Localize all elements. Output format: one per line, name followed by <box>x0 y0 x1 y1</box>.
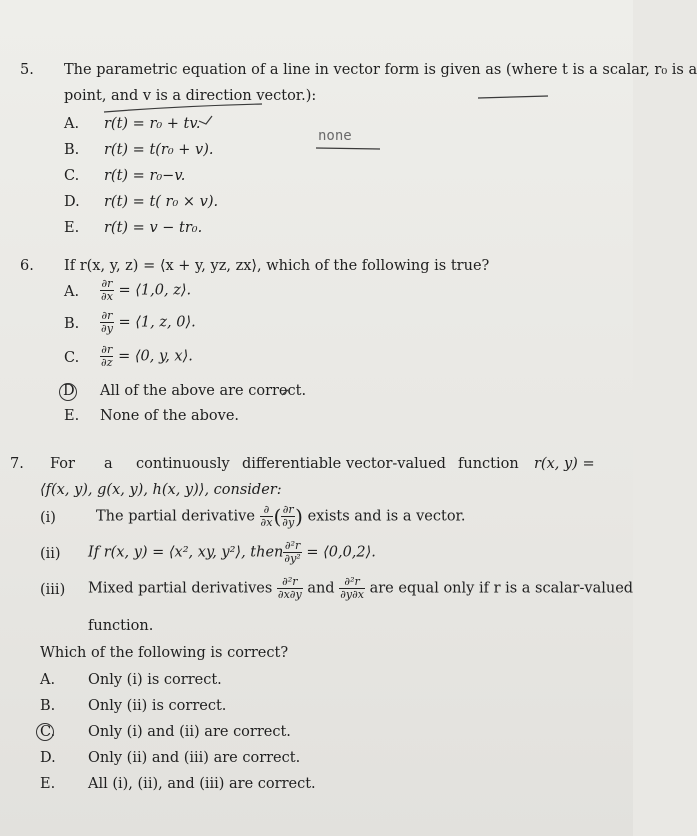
q6-option-e-letter[interactable]: E. <box>64 408 80 424</box>
q5-option-c-text: r(t) = r₀−v. <box>104 168 186 184</box>
underline-scalar <box>478 96 548 98</box>
q5-option-c-letter[interactable]: C. <box>64 168 80 184</box>
q7-word-vector-valued: vector-valued <box>346 456 446 472</box>
q5-number: 5. <box>20 62 34 78</box>
q7-option-e-text: All (i), (ii), and (iii) are correct. <box>88 776 316 792</box>
q7-statement-iii-label: (iii) <box>40 582 66 598</box>
q6-c-fraction: $\frac{\partial r}{\partial z}$ <box>101 343 113 369</box>
q5-option-d-text: r(t) = t( r₀ × v). <box>104 194 219 210</box>
q6-option-d-letter[interactable]: D <box>63 383 75 399</box>
q5-stem-line2: point, and v is a direction vector.): <box>64 88 317 104</box>
checkmark-q6d <box>282 390 288 395</box>
q7-word-continuously: continuously <box>136 456 230 472</box>
q6-option-c-expr: $\frac{\partial r}{\partial z}$ = ⟨0, y, x⟩. <box>101 343 193 369</box>
q7-word-for: For <box>50 456 75 472</box>
q5-option-e-letter[interactable]: E. <box>64 220 80 236</box>
q6-stem: If r(x, y, z) = ⟨x + y, yz, zx⟩, which of the following is true? <box>64 258 490 274</box>
q5-option-a-letter[interactable]: A. <box>64 116 80 132</box>
q7-option-c-text: Only (i) and (ii) are correct. <box>88 724 291 740</box>
q6-b-fraction: $\frac{\partial r}{\partial y}$ <box>101 309 113 335</box>
q7-option-a-text: Only (i) is correct. <box>88 672 222 688</box>
q5-option-e-text: r(t) = v − tr₀. <box>104 220 203 236</box>
q7-word-a: a <box>104 456 113 472</box>
q7-option-a-letter[interactable]: A. <box>40 672 56 688</box>
q7-statement-i: The partial derivative $\frac{\partial}{\partial x}$ ( $\frac{\partial r}{\partial y}$ ) exists and is a vector. <box>96 503 466 529</box>
q7-option-b-text: Only (ii) is correct. <box>88 698 227 714</box>
q5-stem-line1: The parametric equation of a line in vector form is given as (where t is a scalar, r₀ is a <box>64 62 697 78</box>
q7-statement-ii: If r(x, y) = ⟨x², xy, y²⟩, then $\frac{\text{∂²r}}{\text{∂y²}}$ = ⟨0,0,2⟩. <box>88 539 376 565</box>
q7-statement-iii: Mixed partial derivatives $\frac{\text{∂²r}}{\partial x\partial y}$ and $\frac{\text{∂²r}}{\partial y\partial x}$ are equal only if r is a scalar-valued <box>88 575 634 601</box>
q7-question: Which of the following is correct? <box>40 645 289 661</box>
q7-number: 7. <box>10 456 24 472</box>
q6-option-a-letter[interactable]: A. <box>64 284 80 300</box>
q7-option-d-letter[interactable]: D. <box>40 750 56 766</box>
q7-option-c-letter[interactable]: C. <box>40 724 56 740</box>
q5-option-b-text: r(t) = t(r₀ + v). <box>104 142 214 158</box>
checkmark-q5a <box>199 116 212 124</box>
q6-option-a-expr: $\frac{\partial r}{\partial x}$ = ⟨1,0, z⟩. <box>101 277 192 303</box>
q7-statement-i-label: (i) <box>40 510 56 526</box>
q5-option-a-text: r(t) = r₀ + tv. <box>104 116 201 132</box>
q7-stem-line2: ⟨f(x, y), g(x, y), h(x, y)⟩, consider: <box>40 482 282 498</box>
q7-word-function: function <box>458 456 519 472</box>
underline-note <box>316 148 380 149</box>
q6-option-b-letter[interactable]: B. <box>64 316 80 332</box>
q7-word-differentiable: differentiable <box>242 456 342 472</box>
handwritten-note: none <box>318 128 352 144</box>
underline-direction-vector <box>104 104 262 112</box>
q7-statement-ii-label: (ii) <box>40 546 61 562</box>
q7-option-e-letter[interactable]: E. <box>40 776 56 792</box>
q7-statement-iii-line2: function. <box>88 618 154 634</box>
q6-option-b-expr: $\frac{\partial r}{\partial y}$ = ⟨1, z, 0⟩. <box>101 309 196 335</box>
q7-option-d-text: Only (ii) and (iii) are correct. <box>88 750 301 766</box>
q7-option-b-letter[interactable]: B. <box>40 698 56 714</box>
q6-number: 6. <box>20 258 34 274</box>
q5-option-d-letter[interactable]: D. <box>64 194 80 210</box>
q6-option-c-letter[interactable]: C. <box>64 350 80 366</box>
q6-a-fraction: $\frac{\partial r}{\partial x}$ <box>101 277 113 303</box>
q6-option-d-text: All of the above are correct. <box>100 383 307 399</box>
q5-option-b-letter[interactable]: B. <box>64 142 80 158</box>
q6-option-e-text: None of the above. <box>100 408 240 424</box>
q7-word-r: r(x, y) = <box>534 456 595 472</box>
